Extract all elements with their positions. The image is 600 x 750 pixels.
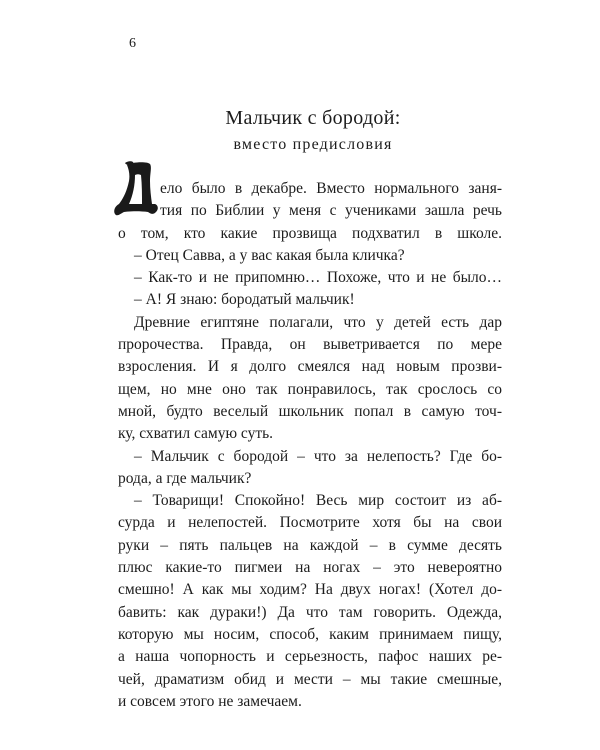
text-line: Древние египтяне полагали, что у детей есть дар (134, 313, 502, 331)
text-line: – Товарищи! Спокойно! Весь мир состоит из аб- (134, 492, 502, 510)
page-number: 6 (129, 36, 136, 51)
text-line: мной, будто веселый школьник попал в самую точ- (118, 402, 502, 420)
text-line: взросления. И я долго смеялся над новым прозви- (118, 358, 502, 376)
body-text (118, 178, 502, 713)
chapter-subtitle: вместо предисловия (233, 136, 393, 153)
text-line: а наша чопорность и серьезность, пафос наших ре- (118, 648, 502, 666)
text-line: пророчества. Правда, он выветривается по мере (118, 336, 502, 354)
chapter-title: Мальчик с бородой: (225, 107, 401, 129)
text-line: плюс какие-то пигмеи на ногах – это невероятно (118, 559, 502, 577)
text-line: чей, драматизм обид и мести – мы такие смешные, (118, 670, 502, 688)
text-line: смешно! А как мы ходим? На двух ногах! (Хотел до- (118, 581, 502, 599)
text-line: рода, а где мальчик? (118, 469, 252, 487)
text-line: ело было в декабре. Вместо нормального заня- (160, 180, 502, 197)
text-line: щем, но мне оно так понравилось, так срослось со (118, 380, 502, 398)
text-line: бавить: как дураки!) Да что там говорить. Одежда, (118, 603, 502, 621)
text-line: тия по Библии у меня с учениками зашла речь (160, 202, 502, 220)
text-line: о том, кто какие прозвища подхватил в школе. (118, 224, 502, 242)
text-line: – Как-то и не припомню… Похоже, что и не было… (134, 269, 502, 287)
text-line: – А! Я знаю: бородатый мальчик! (134, 291, 355, 309)
text-line: и совсем этого не замечаем. (118, 692, 302, 710)
text-line: сурда и нелепостей. Посмотрите хотя бы на свои (118, 514, 502, 532)
text-line: руки – пять пальцев на каждой – в сумме десять (118, 536, 502, 554)
text-line: – Мальчик с бородой – что за нелепость? Где бо- (134, 447, 502, 465)
text-line: которую мы носим, способ, каким принимаем пищу, (118, 625, 502, 643)
text-line: ку, схватил самую суть. (118, 425, 274, 443)
text-line: – Отец Савва, а у вас какая была кличка? (134, 246, 405, 264)
